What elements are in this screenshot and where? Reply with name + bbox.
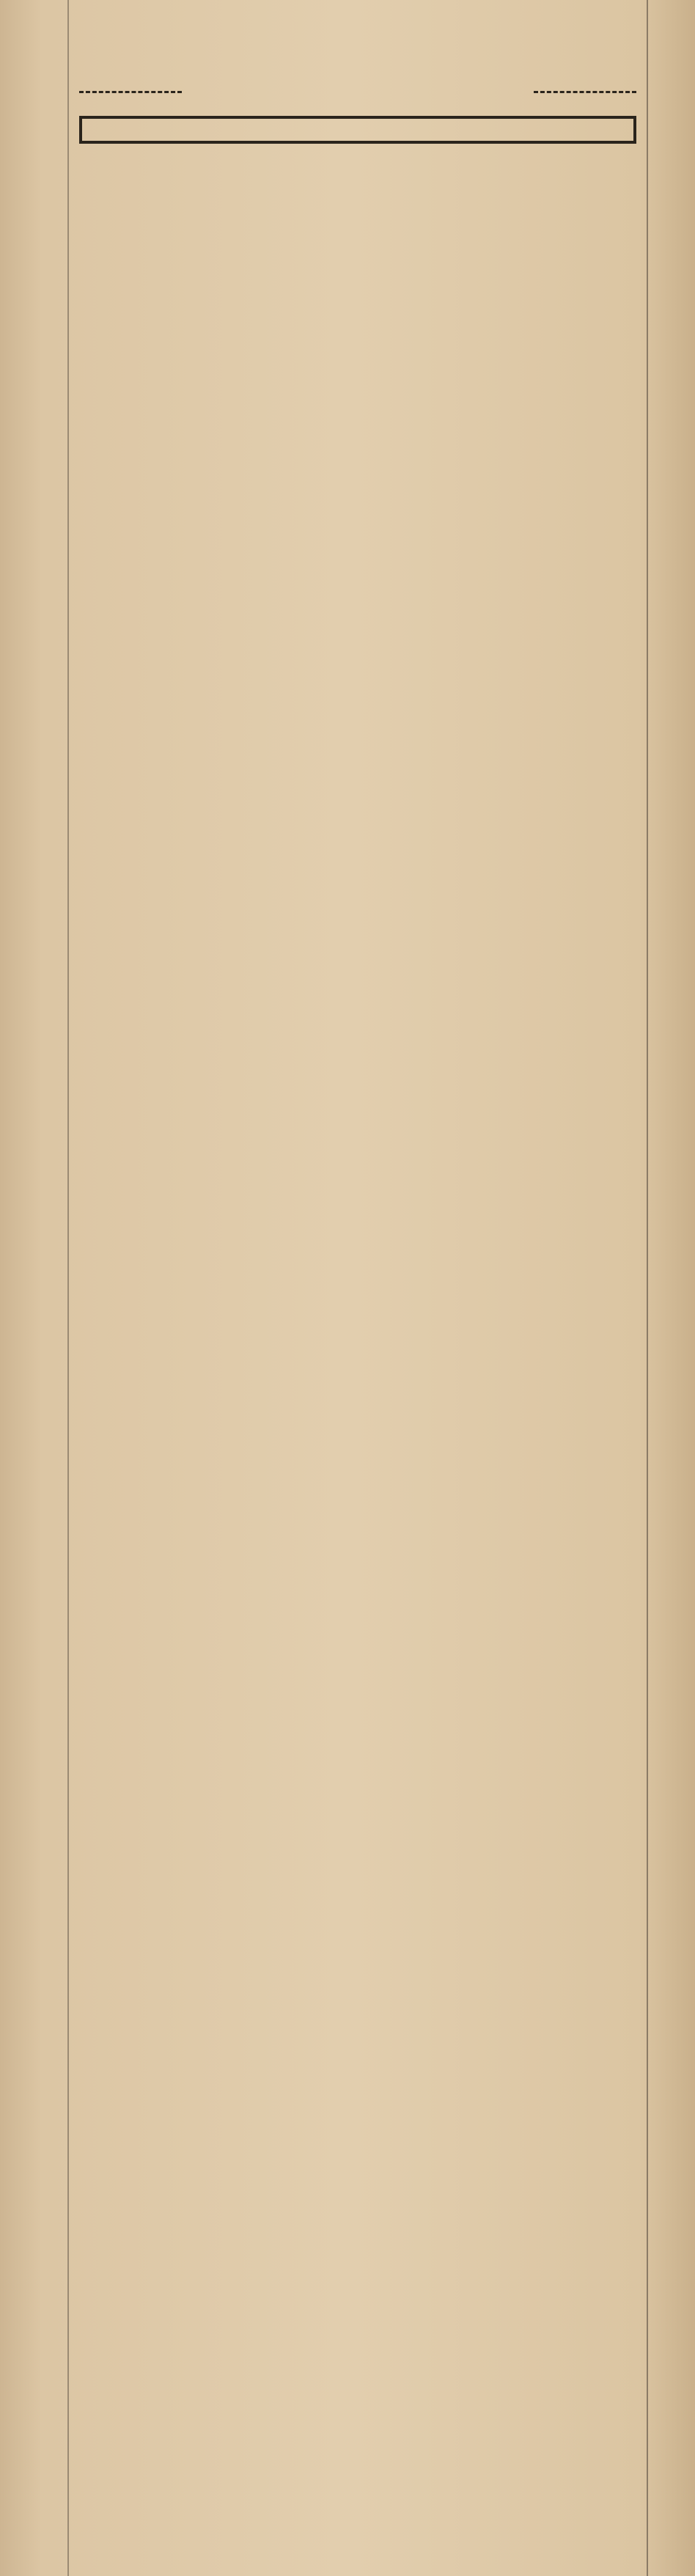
continued-from-note bbox=[109, 37, 636, 62]
dashed-separator bbox=[79, 3, 636, 29]
tomorrow-rule-right bbox=[534, 91, 636, 93]
next-issue-teaser-box bbox=[79, 116, 636, 144]
star-border bbox=[28, 6, 60, 1142]
article-column bbox=[79, 0, 636, 144]
tomorrow-separator bbox=[79, 70, 636, 111]
right-column-rule bbox=[647, 0, 648, 2576]
left-column-rule bbox=[67, 0, 69, 2576]
tomorrow-rule-left bbox=[79, 91, 182, 93]
